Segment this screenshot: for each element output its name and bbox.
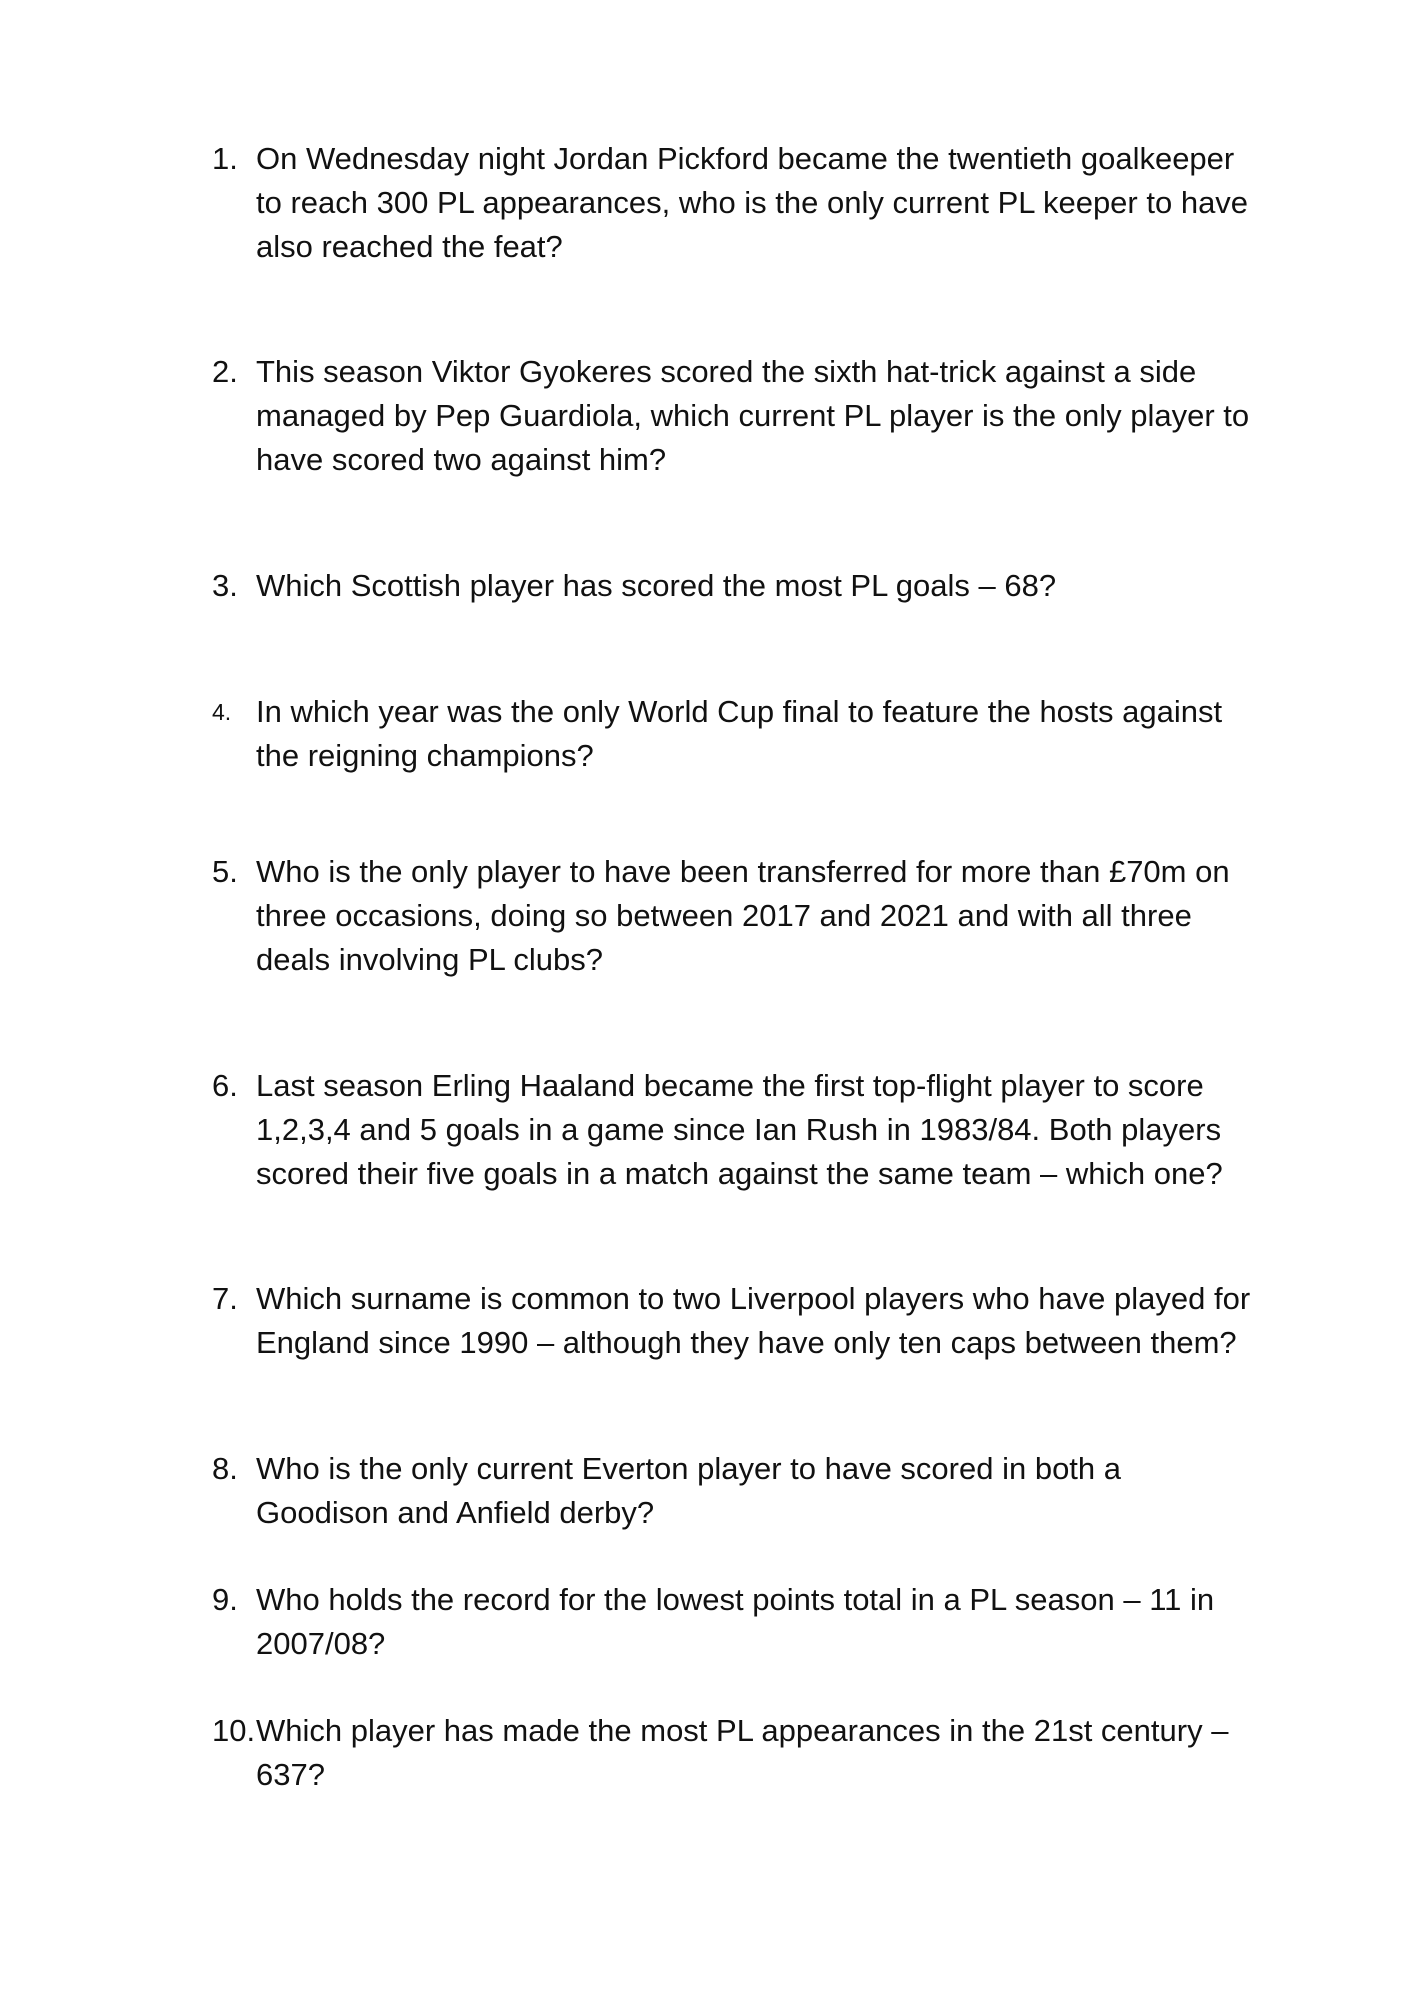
question-9 bbox=[212, 1578, 1252, 1666]
question-2 bbox=[212, 350, 1252, 482]
question-text: In which year was the only World Cup final to feature the hosts against the reigning champions? bbox=[256, 694, 1223, 773]
question-text: Who is the only player to have been transferred for more than £70m on three occasions, doing so between 2017 and 2021 and with all three deals involving PL clubs? bbox=[256, 854, 1230, 977]
question-number: 10. bbox=[212, 1713, 256, 1748]
question-8 bbox=[212, 1447, 1252, 1535]
question-6 bbox=[212, 1064, 1252, 1196]
question-number: 2. bbox=[212, 354, 238, 389]
question-number: 3. bbox=[212, 568, 238, 603]
question-3 bbox=[212, 564, 1252, 608]
question-number: 4. bbox=[212, 699, 232, 725]
question-text: Last season Erling Haaland became the first top-flight player to score 1,2,3,4 and 5 goals in a game since Ian Rush in 1983/84. Both players scored their five goals in a match against the same team – which one? bbox=[256, 1068, 1223, 1191]
question-text: Which player has made the most PL appearances in the 21st century – 637? bbox=[256, 1713, 1229, 1792]
question-text: Who is the only current Everton player to have scored in both a Goodison and Anfield derby? bbox=[256, 1451, 1122, 1530]
question-number: 1. bbox=[212, 141, 238, 176]
question-10 bbox=[212, 1709, 1252, 1797]
question-text: Which surname is common to two Liverpool players who have played for England since 1990 – although they have only ten caps between them? bbox=[256, 1281, 1251, 1360]
question-text: This season Viktor Gyokeres scored the sixth hat-trick against a side managed by Pep Guardiola, which current PL player is the only player to have scored two against him? bbox=[256, 354, 1250, 477]
question-number: 7. bbox=[212, 1281, 238, 1316]
question-4 bbox=[212, 690, 1252, 778]
question-7 bbox=[212, 1277, 1252, 1365]
question-number: 6. bbox=[212, 1068, 238, 1103]
question-1 bbox=[212, 137, 1252, 269]
question-number: 9. bbox=[212, 1582, 238, 1617]
question-number: 8. bbox=[212, 1451, 238, 1486]
question-text: Which Scottish player has scored the most PL goals – 68? bbox=[256, 568, 1057, 603]
question-text: Who holds the record for the lowest points total in a PL season – 11 in 2007/08? bbox=[256, 1582, 1215, 1661]
question-text: On Wednesday night Jordan Pickford became the twentieth goalkeeper to reach 300 PL appearances, who is the only current PL keeper to have also reached the feat? bbox=[256, 141, 1249, 264]
question-number: 5. bbox=[212, 854, 238, 889]
question-5 bbox=[212, 850, 1252, 982]
